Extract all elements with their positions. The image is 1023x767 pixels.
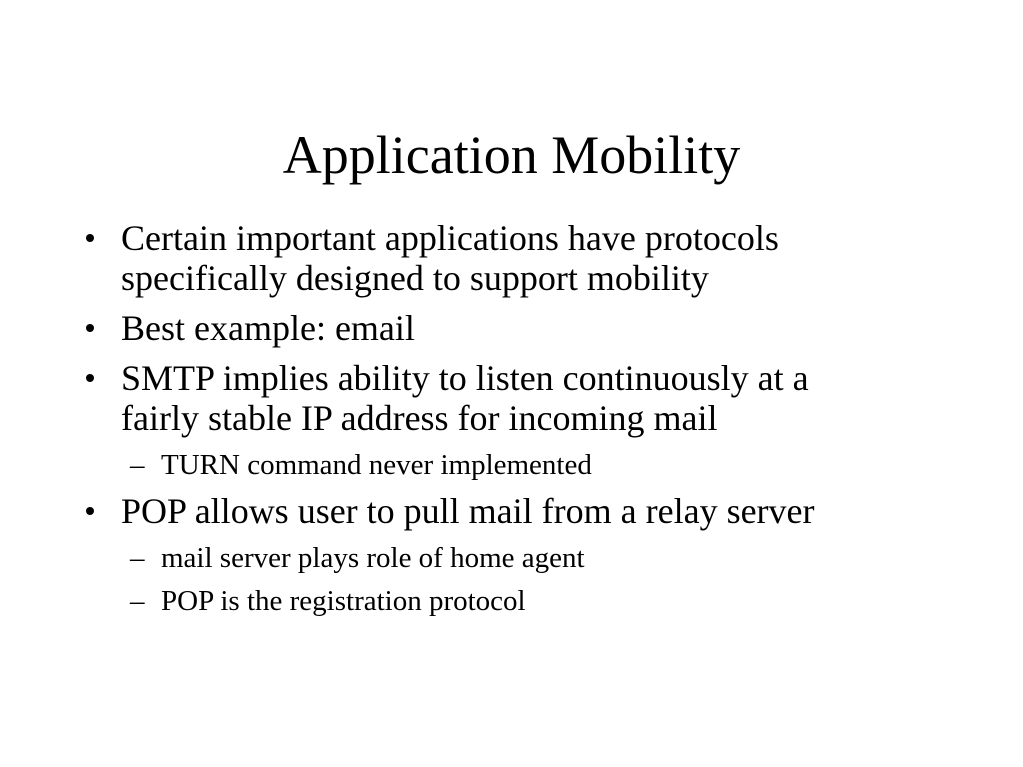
bullet-dot-icon	[86, 507, 94, 515]
bullet-line: Best example: email	[121, 308, 415, 348]
sub-bullet-text: TURN command never implemented	[161, 449, 592, 481]
bullet-item	[84, 491, 984, 531]
sub-bullet-text: POP is the registration protocol	[161, 585, 526, 617]
bullet-dot-icon	[86, 374, 94, 382]
bullet-line: SMTP implies ability to listen continuously at a	[121, 358, 809, 398]
sub-bullet-text: mail server plays role of home agent	[161, 542, 585, 574]
sub-bullet-item	[84, 541, 984, 575]
sub-bullet-item	[84, 584, 984, 618]
dash-icon: –	[130, 585, 145, 617]
bullet-line: specifically designed to support mobility	[121, 258, 709, 298]
bullet-dot-icon	[86, 324, 94, 332]
bullet-item	[84, 218, 984, 298]
sub-bullet-item	[84, 448, 984, 482]
bullet-dot-icon	[86, 234, 94, 242]
bullet-line: POP allows user to pull mail from a relay server	[121, 491, 815, 531]
bullet-list	[84, 218, 984, 627]
bullet-line: fairly stable IP address for incoming mail	[121, 398, 718, 438]
dash-icon: –	[130, 542, 145, 574]
bullet-item	[84, 308, 984, 348]
bullet-item	[84, 358, 984, 438]
slide-title: Application Mobility	[282, 125, 741, 185]
dash-icon: –	[130, 449, 145, 481]
bullet-line: Certain important applications have protocols	[121, 218, 779, 258]
